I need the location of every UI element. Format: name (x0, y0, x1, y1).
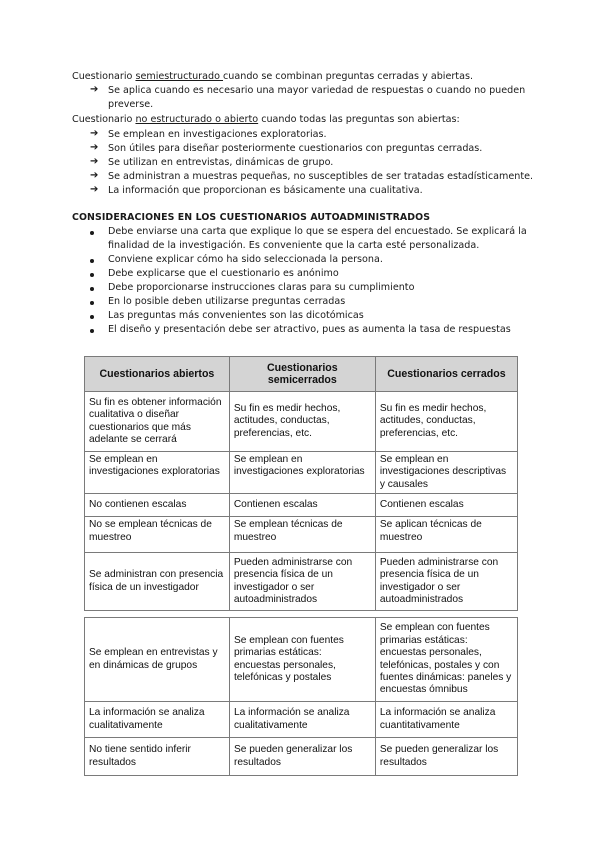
table-row (85, 494, 518, 517)
bullet-icon (90, 315, 94, 319)
bullet-line: Debe proporcionarse instrucciones claras para su cumplimiento (108, 282, 415, 293)
bullet-line: El diseño y presentación debe ser atractivo, pues as aumenta la tasa de respuestas (108, 324, 511, 335)
open-point: La información que proporcionan es básicamente una cualitativa. (108, 185, 423, 196)
table-cell: Se emplean con fuentes primarias estáticas: encuestas personales, telefónicas y postales (229, 618, 375, 702)
table-row (85, 517, 518, 553)
open-point: Son útiles para diseñar posteriormente cuestionarios con preguntas cerradas. (108, 143, 483, 154)
table-cell: Pueden administrarse con presencia física de un investigador o ser autoadministrados (375, 553, 517, 611)
table-cell: Su fin es medir hechos, actitudes, conductas, preferencias, etc. (375, 392, 517, 452)
table-row (85, 618, 518, 702)
table-row (85, 392, 518, 452)
comparison-table-top (84, 356, 518, 611)
open-definition: Cuestionario no estructurado o abierto cuando todas las preguntas son abiertas: (72, 114, 460, 125)
table-cell: Se emplean en entrevistas y en dinámicas de grupos (85, 618, 230, 702)
bullet-line: Conviene explicar cómo ha sido seleccionada la persona. (108, 254, 383, 265)
table-cell: La información se analiza cualitativamente (229, 702, 375, 738)
arrow-icon: ➔ (90, 156, 99, 167)
arrow-icon: ➔ (90, 142, 99, 153)
column-header: Cuestionarios abiertos (85, 357, 230, 392)
table-row (85, 553, 518, 611)
bullet-icon (90, 273, 94, 277)
table-cell: No tiene sentido inferir resultados (85, 738, 230, 776)
table-cell: Se emplean en investigaciones exploratorias (85, 452, 230, 494)
bullet-icon (90, 231, 94, 235)
arrow-icon: ➔ (90, 170, 99, 181)
table-cell: Se pueden generalizar los resultados (229, 738, 375, 776)
bullet-icon (90, 287, 94, 291)
semi-definition: Cuestionario semiestructurado cuando se combinan preguntas cerradas y abiertas. (72, 71, 473, 82)
open-point: Se administran a muestras pequeñas, no susceptibles de ser tratadas estadísticamente. (108, 171, 534, 182)
bullet-line: finalidad de la investigación. Es conveniente que la carta esté personalizada. (108, 240, 480, 251)
table-header-row (85, 357, 518, 392)
table-cell: Se emplean técnicas de muestreo (229, 517, 375, 553)
comparison-table-bottom (84, 617, 518, 776)
bullet-icon (90, 301, 94, 305)
table-cell: No contienen escalas (85, 494, 230, 517)
bullet-line: En lo posible deben utilizarse preguntas cerradas (108, 296, 346, 307)
semi-point-line: Se aplica cuando es necesario una mayor variedad de respuestas o cuando no pueden (108, 85, 526, 96)
table-cell: Se pueden generalizar los resultados (375, 738, 517, 776)
table-cell: Su fin es obtener información cualitativa o diseñar cuestionarios que más adelante se cerrará (85, 392, 230, 452)
arrow-icon: ➔ (90, 84, 99, 95)
table-cell: Se administran con presencia física de un investigador (85, 553, 230, 611)
table-cell: La información se analiza cualitativamente (85, 702, 230, 738)
arrow-icon: ➔ (90, 184, 99, 195)
semi-point-line: preverse. (108, 99, 154, 110)
bullet-line: Debe enviarse una carta que explique lo que se espera del encuestado. Se explicará la (108, 226, 527, 237)
open-point: Se utilizan en entrevistas, dinámicas de grupo. (108, 157, 334, 168)
bullet-icon (90, 259, 94, 263)
column-header: Cuestionarios cerrados (375, 357, 517, 392)
table-cell: Contienen escalas (375, 494, 517, 517)
bullet-icon (90, 329, 94, 333)
table-row (85, 702, 518, 738)
table-cell: Pueden administrarse con presencia física de un investigador o ser autoadministrados (229, 553, 375, 611)
table-cell: Se aplican técnicas de muestreo (375, 517, 517, 553)
table-row (85, 452, 518, 494)
table-row (85, 738, 518, 776)
table-cell: Se emplean en investigaciones descriptivas y causales (375, 452, 517, 494)
column-header: Cuestionarios semicerrados (229, 357, 375, 392)
bullet-line: Debe explicarse que el cuestionario es anónimo (108, 268, 339, 279)
open-point: Se emplean en investigaciones exploratorias. (108, 129, 327, 140)
section-heading: CONSIDERACIONES EN LOS CUESTIONARIOS AUTOADMINISTRADOS (72, 212, 431, 223)
table-cell: Contienen escalas (229, 494, 375, 517)
table-cell: Se emplean en investigaciones exploratorias (229, 452, 375, 494)
bullet-line: Las preguntas más convenientes son las dicotómicas (108, 310, 364, 321)
arrow-icon: ➔ (90, 128, 99, 139)
table-cell: Se emplean con fuentes primarias estáticas: encuestas personales, telefónicas, postales y con fuentes dinámicas: paneles y encuestas ómnibus (375, 618, 517, 702)
table-cell: No se emplean técnicas de muestreo (85, 517, 230, 553)
table-cell: Su fin es medir hechos, actitudes, conductas, preferencias, etc. (229, 392, 375, 452)
table-cell: La información se analiza cuantitativamente (375, 702, 517, 738)
